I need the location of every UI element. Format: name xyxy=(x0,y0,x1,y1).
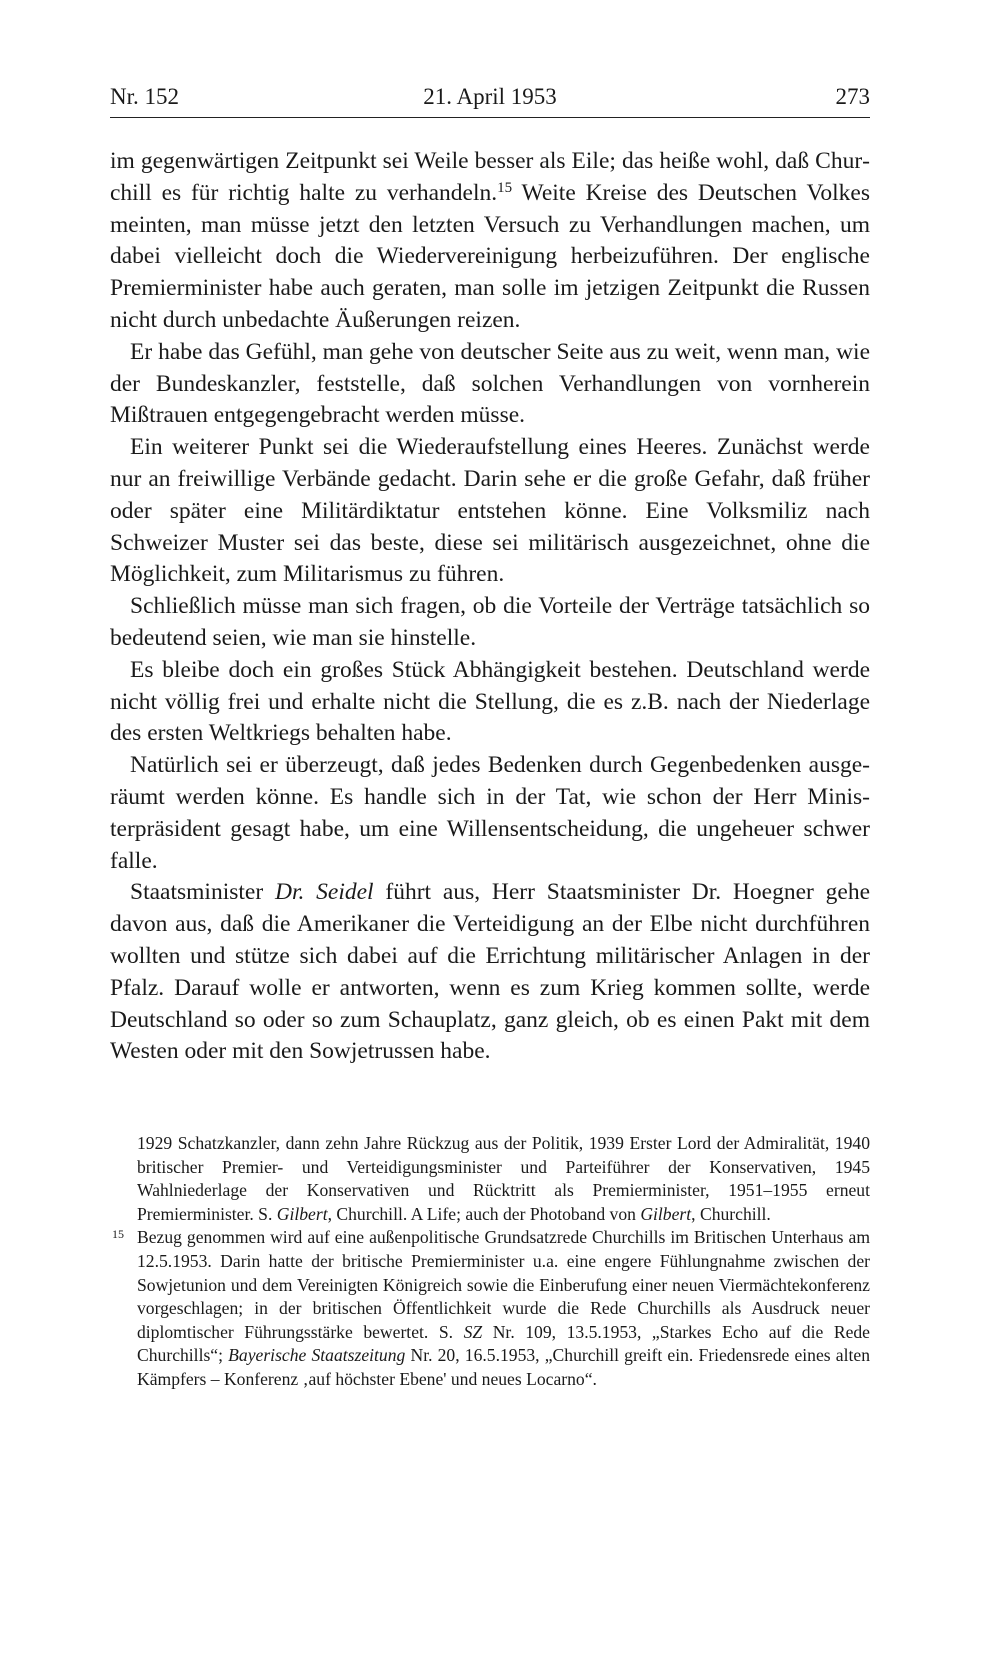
footnote-text: , Churchill. xyxy=(691,1203,771,1224)
footnote-continued xyxy=(110,1132,870,1226)
footnote-reference[interactable]: 15 xyxy=(497,179,513,196)
paragraph: Natürlich sei er überzeugt, daß jedes Bedenken durch Gegenbedenken ausgeräumt werden könne. Es handle sich in der Tat, wie schon der Herr Ministerpräsident gesagt habe, um eine Willensentscheidung, die ungeheuer schwer falle. xyxy=(110,752,870,874)
header-rule xyxy=(110,117,870,118)
paragraph: Es bleibe doch ein großes Stück Abhängigkeit bestehen. Deutschland werde nicht völlig frei und erhalte nicht die Stellung, die es z.B. nach der Niederlage des ersten Weltkriegs behalten habe. xyxy=(110,656,870,747)
paragraph: Er habe das Gefühl, man gehe von deutscher Seite aus zu weit, wenn man, wie der Bundeskanzler, feststelle, daß solchen Verhandlungen von vornherein Mißtrauen entgegengebracht werden müsse. xyxy=(110,338,870,429)
footnote-text: 1929 Schatzkanzler, dann zehn Jahre Rückzug aus der Politik, 1939 Erster Lord der Admiralität, 1940 britischer Premier- und Verteidigungsminister und Parteiführer der Konservativen, 1945 Wahlniederlage der Konservativen und Rücktritt als Premierminister, 1951–1955 erneut Premierminister. S. xyxy=(137,1133,870,1224)
author-name: Gilbert xyxy=(640,1203,692,1224)
paragraph: Ein weiterer Punkt sei die Wiederaufstellung eines Heeres. Zunächst werde nur an freiwillige Verbände gedacht. Darin sehe er die große Gefahr, daß früher oder später eine Militärdiktatur entstehen könne. Eine Volksmiliz nach Schweizer Muster sei das beste, diese sei militärisch ausgezeichnet, ohne die Möglichkeit, zum Militarismus zu führen. xyxy=(110,434,870,588)
speaker-name: Dr. Seidel xyxy=(274,879,374,906)
document-number: Nr. 152 xyxy=(110,84,179,109)
footnote-15 xyxy=(110,1226,870,1391)
footnote-text: , Churchill. A Life; auch der Photoband von xyxy=(327,1203,641,1224)
paragraph: Schließlich müsse man sich fragen, ob die Vorteile der Verträge tatsächlich so bedeutend seien, wie man sie hinstelle. xyxy=(110,593,870,651)
paragraph-text: im gegenwärtigen Zeitpunkt sei Weile besser als Eile; das heiße wohl, daß Churchill es für richtig halte zu verhandeln. xyxy=(110,148,870,206)
paragraph-text: Staatsminister xyxy=(130,879,275,906)
document-date: 21. April 1953 xyxy=(423,84,557,109)
paragraph xyxy=(110,146,870,337)
author-name: Gilbert xyxy=(276,1203,328,1224)
publication-name: Bayerische Staatszeitung xyxy=(228,1345,406,1366)
footnote-text: Nr. 109, 13.5.1953, „Starkes Echo auf die Rede Churchills“; xyxy=(137,1321,870,1366)
footnote-text: Nr. 20, 16.5.1953, „Churchill greift ein. Friedensrede eines alten Kämpfers – Konferenz ‚auf höchster Ebene' und neues Locarno“. xyxy=(137,1345,870,1389)
footnotes xyxy=(110,1132,870,1392)
page-number: 273 xyxy=(835,84,870,109)
paragraph-text: führt aus, Herr Staatsminister Dr. Hoegner gehe davon aus, daß die Amerikaner die Verteidigung an der Elbe nicht durchführen wollten und stütze sich dabei auf die Errichtung militärischer Anlagen in der Pfalz. Darauf wolle er antworten, wenn es zum Krieg kommen sollte, werde Deutschland so oder so zum Schauplatz, ganz gleich, ob es einen Pakt mit dem Westen oder mit den Sowjetrussen habe. xyxy=(110,879,870,1065)
body-text xyxy=(110,146,870,1068)
publication-name: SZ xyxy=(463,1321,483,1342)
running-head xyxy=(110,82,870,112)
paragraph-text: Weite Kreise des Deutschen Volkes meinten, man müsse jetzt den letzten Versuch zu Verhandlungen machen, um dabei vielleicht doch die Wiedervereinigung herbeizuführen. Der englische Premierminister habe auch geraten, man solle im jetzigen Zeitpunkt die Russen nicht durch unbedachte Äußerungen reizen. xyxy=(110,179,870,333)
footnote-text: Bezug genommen wird auf eine außenpolitische Grundsatzrede Churchills im Britischen Unterhaus am 12.5.1953. Darin hatte der britische Premierminister u.a. eine engere Fühlungnahme zwischen der Sowjetunion und dem Vereinigten Königreich sowie die Einberufung einer neuen Viermächtekonferenz vorgeschlagen; in der britischen Öffentlichkeit wurde die Rede Churchills als Ausdruck neuer diplomtischer Führungsstärke bewertet. S. xyxy=(137,1227,870,1342)
footnote-number: 15 xyxy=(112,1227,124,1242)
paragraph xyxy=(110,877,870,1068)
